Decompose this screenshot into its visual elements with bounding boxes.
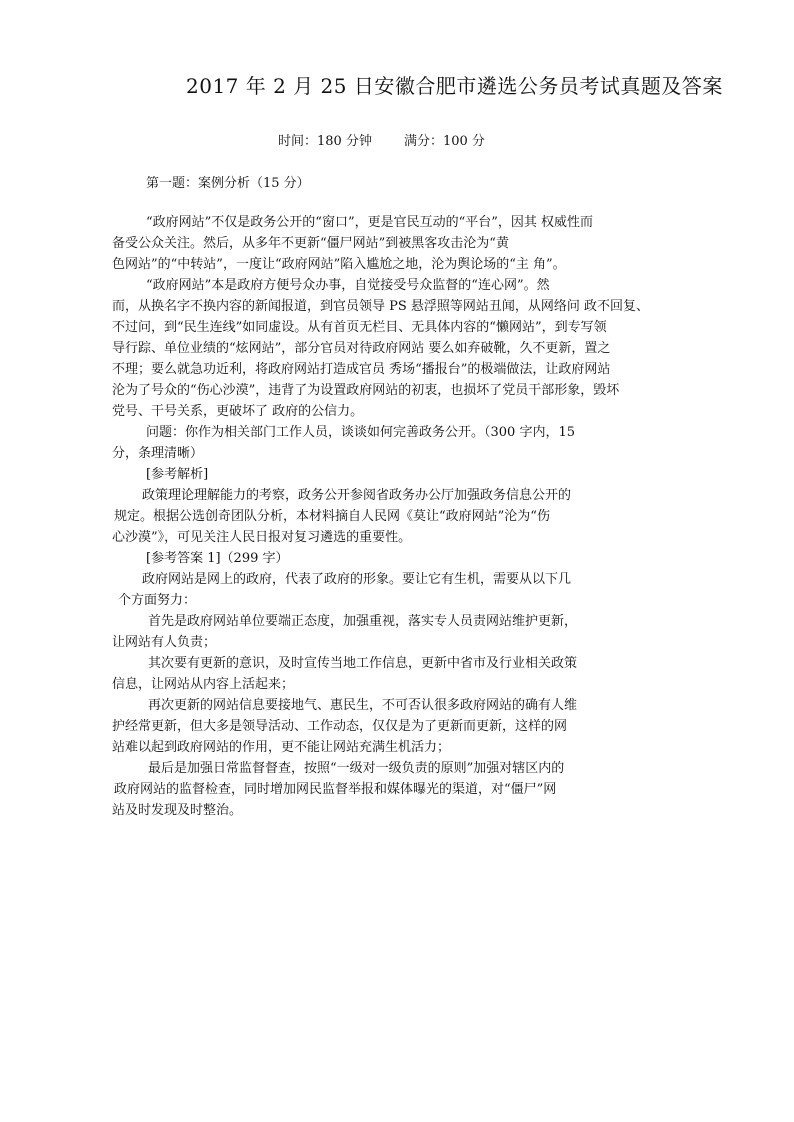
text-line: 政府网站的监督检查，同时增加网民监督举报和媒体曝光的渠道，对“僵尸”网 [114,782,557,797]
reference-answer-heading: [参考答案 1]（299 字） [146,551,289,566]
text-line: 首先是政府网站单位要端正态度，加强重视，落实专人员责网站维护更新， [148,614,578,629]
text-line: 党号、干号关系，更破坏了 政府的公信力。 [112,404,364,419]
reference-analysis-heading: [参考解析] [146,467,209,482]
text-line: 而，从换名字不换内容的新闻报道，到官员领导 PS 悬浮照等网站丑闻，从网络问 政不回复、 [112,299,650,314]
question-line: 分，条理清晰） [112,446,204,461]
exam-meta [278,130,485,149]
text-line: 站难以起到政府网站的作用，更不能让网站充满生机活力； [112,740,451,755]
text-line: 最后是加强日常监督督查，按照“一级对一级负责的原则”加强对辖区内的 [148,761,565,776]
text-line: 站及时发现及时整治。 [112,803,243,818]
text-line: 导行踪、单位业绩的“炫网站”，部分官员对待政府网站 要么如弃破靴，久不更新，置之 [112,341,611,356]
text-line: 规定。根据公选创奇团队分析，本材料摘自人民网《莫让“政府网站”沦为“伤 [114,509,550,524]
text-line: 色网站”的“中转站”，一度让“政府网站”陷入尴尬之地，沦为舆论场的“主 角”。 [112,257,566,272]
text-line: 心沙漠”》，可见关注人民日报对复习遴选的重要性。 [112,530,412,545]
text-line: “政府网站”本是政府方便号众办事，自觉接受号众监督的“连心网”。然 [146,278,550,293]
document-title: 2017 年 2 月 25 日安徽合肥市遴选公务员考试真题及答案 [186,74,723,98]
section-title: 第一题：案例分析（15 分） [146,176,310,191]
text-line: “政府网站”不仅是政务公开的“窗口”，更是官民互动的“平台”，因其 权威性而 [146,215,594,230]
text-line: 信息，让网站从内容上活起来； [112,677,295,692]
exam-score: 满分：100 分 [403,134,485,149]
text-line: 个方面努力： [118,593,197,608]
text-line: 护经常更新，但大多是领导活动、工作动态，仅仅是为了更新而更新，这样的网 [112,719,568,734]
text-line: 让网站有人负责； [112,635,217,650]
document-body [112,212,692,821]
text-line: 其次要有更新的意识，及时宣传当地工作信息，更新中省市及行业相关政策 [148,656,578,671]
text-line: 再次更新的网站信息要接地气、惠民生，不可否认很多政府网站的确有人维 [148,698,578,713]
text-line: 备受公众关注。然后，从多年不更新“僵尸网站”到被黑客攻击沦为“黄 [112,236,509,251]
text-line: 不过问，到“民生连线”如同虚设。从有首页无栏目、无具体内容的“懒网站”，到专写领 [112,320,607,335]
text-line: 沦为了号众的“伤心沙漠”，违背了为设置政府网站的初衷，也损坏了党员干部形象，毁坏 [112,383,620,398]
exam-time: 时间：180 分钟 [278,134,372,149]
text-line: 政策理论理解能力的考察，政务公开参阅省政务办公厅加强政务信息公开的 [142,488,572,503]
text-line: 政府网站是网上的政府，代表了政府的形象。要让它有生机，需要从以下几 [142,572,572,587]
question-line: 问题：你作为相关部门工作人员，谈谈如何完善政务公开。（300 字内，15 [146,425,575,440]
text-line: 不理；要么就急功近利，将政府网站打造成官员 秀场“播报台”的极端做法，让政府网站 [112,362,611,377]
